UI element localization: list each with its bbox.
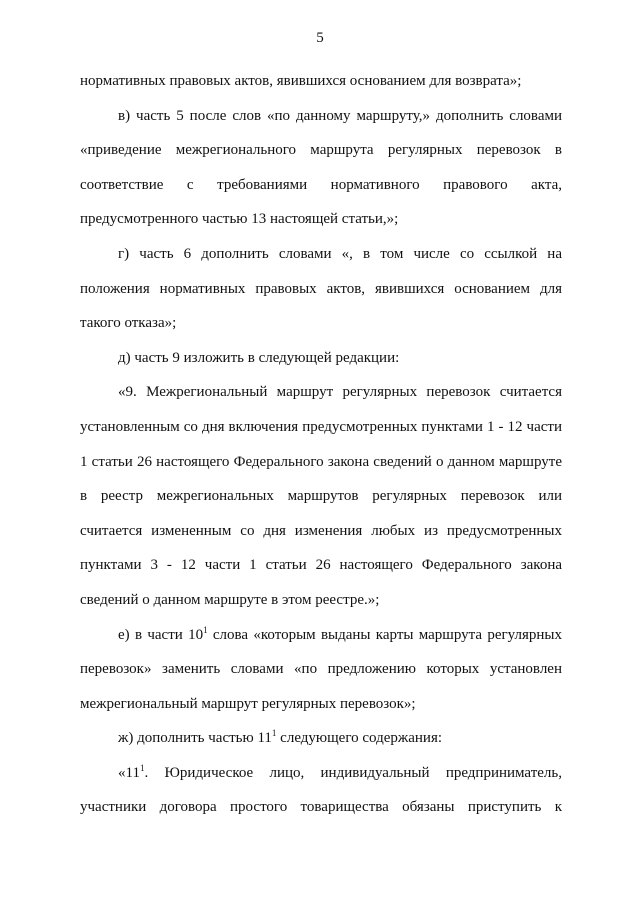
paragraph-item-v: в) часть 5 после слов «по данному маршруту,» дополнить словами «приведение межрегионального маршрута регулярных перевозок в соответствие с требованиями нормативного правового акта, предусмотренного частью 13 настоящей статьи,»; bbox=[80, 107, 562, 228]
paragraph-quoted-part-11-1 bbox=[80, 756, 562, 825]
superscript: 1 bbox=[271, 728, 277, 739]
superscript: 1 bbox=[203, 624, 208, 635]
paragraph-item-d: д) часть 9 изложить в следующей редакции: bbox=[118, 349, 400, 366]
part-11-1-text-start: «11 bbox=[118, 764, 140, 781]
item-zh-text-end: следующего содержания: bbox=[276, 730, 443, 747]
part-11-1-text-end: . Юридическое лицо, индивидуальный предприниматель, участники договора простого товарищества обязаны приступить к bbox=[80, 764, 562, 816]
paragraph-quoted-part-9: «9. Межрегиональный маршрут регулярных перевозок считается установленным со дня включения предусмотренных пунктами 1 - 12 части 1 статьи 26 настоящего Федерального закона сведений о данном маршруте в реестр межрегиональных маршрутов регулярных перевозок или считается измененным со дня изменения любых из предусмотренных пунктами 3 - 12 части 1 статьи 26 настоящего Федерального закона сведений о данном маршруте в этом реестре.»; bbox=[80, 384, 562, 608]
item-e-text-end: слова «которым выданы карты маршрута регулярных перевозок» заменить словами «по предложению которых установлен межрегиональный маршрут регулярных перевозок»; bbox=[80, 626, 562, 712]
document-body bbox=[80, 64, 562, 825]
item-e-text-start: е) в части 10 bbox=[118, 626, 204, 643]
paragraph-item-e bbox=[80, 618, 562, 722]
paragraph-item-zh bbox=[80, 721, 562, 756]
paragraph-item-g: г) часть 6 дополнить словами «, в том числе со ссылкой на положения нормативных правовых актов, явившихся основанием для такого отказа»; bbox=[80, 245, 562, 332]
page-number: 5 bbox=[316, 30, 324, 46]
superscript: 1 bbox=[139, 762, 145, 773]
item-zh-text-start: ж) дополнить частью 11 bbox=[118, 730, 272, 747]
paragraph-continuation: нормативных правовых актов, явившихся основанием для возврата»; bbox=[80, 73, 522, 89]
